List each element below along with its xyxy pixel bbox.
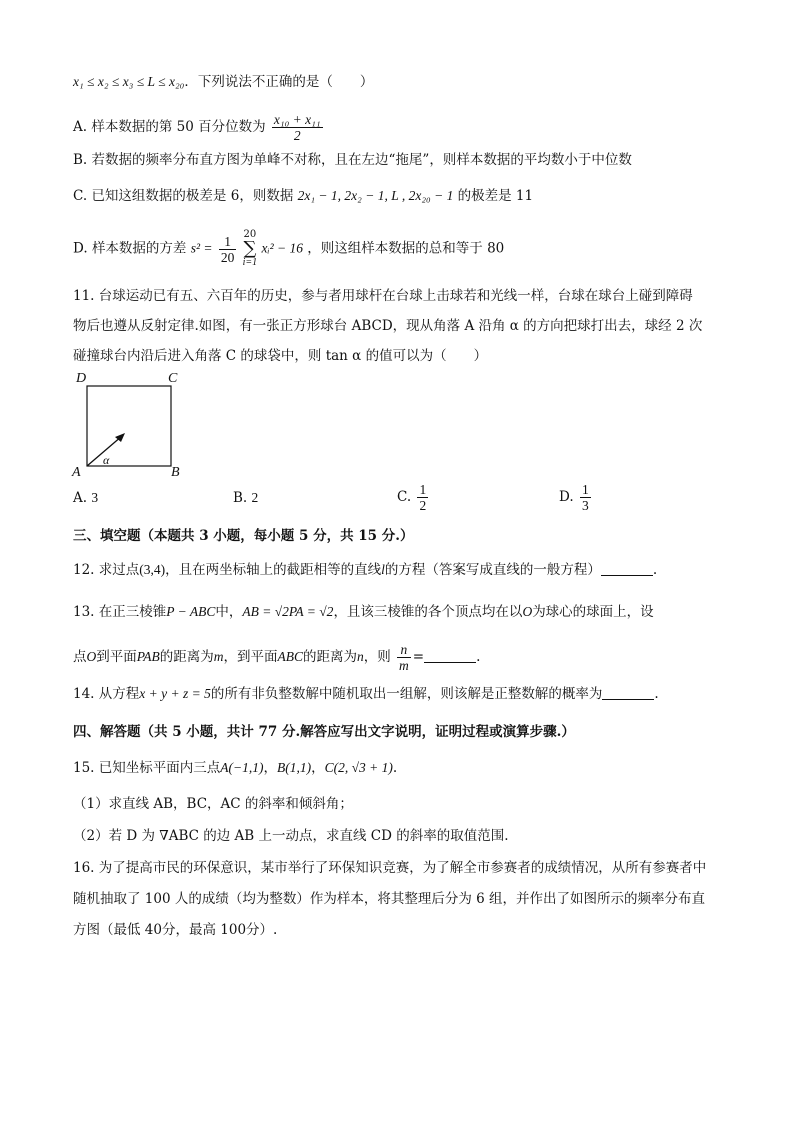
sum-symbol: ∑ xyxy=(243,238,257,259)
math-symbol: O xyxy=(86,649,97,664)
q10-option-c xyxy=(73,186,533,206)
math-expression: AB = √2PA = √2 xyxy=(242,604,334,619)
point-b: B(1,1) xyxy=(277,760,312,775)
text: 到平面 xyxy=(96,649,137,665)
text: ， xyxy=(311,760,325,776)
q16-line-2: 随机抽取了 100 人的成绩（均为整数）作为样本，将其整理后分为 6 组，并作出了如图所示的频率分布直 xyxy=(73,891,706,907)
option-label: D. xyxy=(73,240,88,257)
denominator: 20 xyxy=(220,249,235,265)
fraction xyxy=(397,642,411,673)
text: 中， xyxy=(215,604,243,620)
q15-part-2: （2）若 D 为 ∇ABC 的边 AB 上一动点，求直线 CD 的斜率的取值范围. xyxy=(73,828,509,844)
fraction xyxy=(417,482,428,513)
option-value: 2 xyxy=(251,490,259,505)
q14 xyxy=(73,684,659,704)
option-label: B. xyxy=(233,490,248,506)
option-label: B. xyxy=(73,152,88,168)
text: 12. 求过点 xyxy=(73,562,140,578)
math-expression: s² = xyxy=(190,240,213,256)
q10-stem-math: x₁ ≤ x₂ ≤ x₃ ≤ L ≤ x₂₀ xyxy=(73,74,185,89)
option-text: 样本数据的第 50 百分位数为 xyxy=(91,119,266,135)
math-expression: P − ABC xyxy=(166,604,216,619)
q11-option-b xyxy=(233,488,258,508)
label-b: B xyxy=(171,465,180,480)
q11-option-a xyxy=(73,488,98,508)
denominator: 2 xyxy=(419,498,427,513)
q11-option-d xyxy=(559,482,593,513)
q12 xyxy=(73,560,657,580)
q11-line-3: 碰撞球台内沿后进入角落 C 的球袋中，则 tan α 的值可以为（ ） xyxy=(73,348,488,364)
q16-line-1: 16. 为了提高市民的环保意识，某市举行了环保知识竞赛，为了解全市参赛者的成绩情况，从所有参赛者中 xyxy=(73,860,707,876)
section-4-heading: 四、解答题（共 5 小题，共计 77 分.解答应写出文字说明，证明过程或演算步骤.） xyxy=(73,724,575,740)
denominator: 3 xyxy=(581,498,589,513)
numerator: 1 xyxy=(419,482,427,497)
math-expression: xᵢ² − 16 xyxy=(261,240,303,256)
text: . xyxy=(652,562,658,578)
option-label: C. xyxy=(397,489,412,505)
math-expression: 2x₁ − 1, 2x₂ − 1, L , 2x₂₀ − 1 xyxy=(297,188,454,203)
q10-stem-text: ．下列说法不正确的是（ ） xyxy=(184,74,374,90)
text: 为球心的球面上，设 xyxy=(532,604,654,620)
billiard-table-figure xyxy=(70,368,190,480)
q10-option-b xyxy=(73,150,632,170)
math-symbol: n xyxy=(357,649,364,664)
numerator: 1 xyxy=(219,234,237,250)
math-symbol: ABC xyxy=(277,649,303,664)
sum-lower: i=1 xyxy=(242,257,258,268)
math-expression: (3,4) xyxy=(139,562,166,577)
math-symbol: m xyxy=(213,649,224,664)
table-square xyxy=(87,386,171,466)
numerator: 1 xyxy=(581,482,589,497)
q11-option-c xyxy=(397,482,430,513)
text: 13. 在正三棱锥 xyxy=(73,604,167,620)
text: 的所有非负整数解中随机取出一组解，则该解是正整数解的概率为 xyxy=(210,686,603,702)
math-symbol: l xyxy=(381,562,385,577)
point-a: A(−1,1) xyxy=(220,760,264,775)
option-label: A. xyxy=(73,119,88,135)
numerator: n xyxy=(397,642,411,658)
text: 14. 从方程 xyxy=(73,686,140,702)
summation xyxy=(243,230,258,268)
label-d: D xyxy=(76,371,87,386)
option-text: 已知这组数据的极差是 6，则数据 xyxy=(91,188,294,204)
option-value: 3 xyxy=(91,490,99,505)
text: . xyxy=(654,686,659,702)
q10-stem xyxy=(73,72,373,92)
option-text: 的极差是 11 xyxy=(457,188,534,204)
option-label: D. xyxy=(559,489,574,505)
text: ，到平面 xyxy=(223,649,278,665)
q10-option-d xyxy=(73,230,504,268)
answer-blank[interactable] xyxy=(424,648,476,663)
text: 的方程（答案写成直线的一般方程） xyxy=(384,562,601,578)
text: ， xyxy=(263,760,277,776)
label-a: A xyxy=(72,465,81,480)
option-label: C. xyxy=(73,188,88,204)
q16-line-3: 方图（最低 40分，最高 100分）. xyxy=(73,922,278,938)
q11-line-2: 物后也遵从反射定律.如图，有一张正方形球台 ABCD，现从角落 A 沿角 α 的方向把球打出去，球经 2 次 xyxy=(73,318,703,334)
text: 的距离为 xyxy=(303,649,357,665)
q13-line-2 xyxy=(73,642,480,673)
denominator: 2 xyxy=(293,128,301,143)
text: 点 xyxy=(73,649,87,665)
label-c: C xyxy=(168,371,178,386)
sum-upper: 20 xyxy=(243,229,257,240)
q15-part-1: （1）求直线 AB，BC，AC 的斜率和倾斜角； xyxy=(73,796,353,812)
label-alpha: α xyxy=(103,453,110,467)
option-text: 样本数据的方差 xyxy=(91,240,187,257)
fraction xyxy=(219,234,237,265)
q13-line-1 xyxy=(73,602,654,622)
math-symbol: PAB xyxy=(136,649,160,664)
fraction xyxy=(272,112,323,143)
text: ，且该三棱锥的各个顶点均在以 xyxy=(333,604,523,620)
option-text: ，则这组样本数据的总和等于 80 xyxy=(307,240,505,257)
math-symbol: O xyxy=(522,604,533,619)
answer-blank[interactable] xyxy=(602,685,654,700)
q15-stem xyxy=(73,758,397,778)
option-label: A. xyxy=(73,490,88,506)
section-3-heading: 三、填空题（本题共 3 小题，每小题 5 分，共 15 分.） xyxy=(73,528,414,544)
text: . xyxy=(392,760,398,776)
text: ，且在两坐标轴上的截距相等的直线 xyxy=(165,562,382,578)
text: 15. 已知坐标平面内三点 xyxy=(73,760,221,776)
q10-option-a xyxy=(73,112,325,143)
text: . xyxy=(476,649,481,665)
numerator: x₁₀ + x₁₁ xyxy=(273,112,321,127)
denominator: m xyxy=(399,658,409,673)
option-text: 若数据的频率分布直方图为单峰不对称，且在左边“拖尾”，则样本数据的平均数小于中位数 xyxy=(91,152,632,168)
fraction xyxy=(580,482,591,513)
math-expression: x + y + z = 5 xyxy=(139,686,211,701)
text: = xyxy=(412,649,425,665)
point-c: C(2, √3 + 1) xyxy=(324,760,393,775)
q11-line-1: 11. 台球运动已有五、六百年的历史，参与者用球杆在台球上击球若和光线一样，台球在球台上碰到障碍 xyxy=(73,288,693,304)
text: 的距离为 xyxy=(159,649,214,665)
answer-blank[interactable] xyxy=(601,561,653,576)
text: ，则 xyxy=(363,649,391,665)
